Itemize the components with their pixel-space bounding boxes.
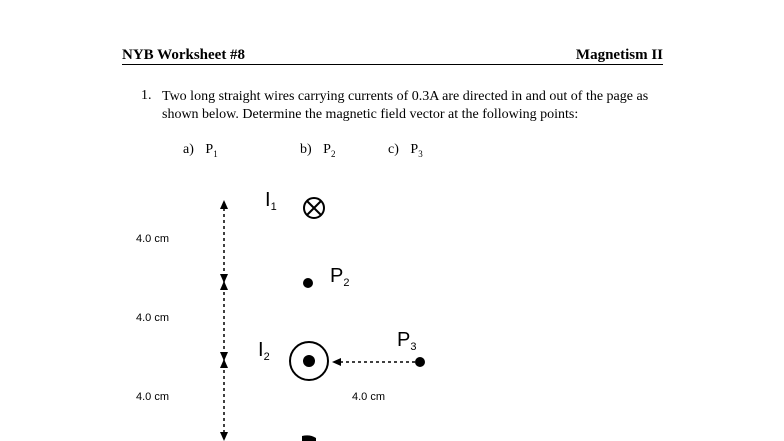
p3-label: $P_3$ xyxy=(397,329,417,353)
part-b-label: b) xyxy=(300,142,312,157)
question-text: Two long straight wires carrying currents of 0.3A are directed in and out of the page as shown below. Determine the magnetic field vector at the following points: xyxy=(162,89,649,122)
arrow-up-3 xyxy=(220,359,228,368)
arrow-up-top xyxy=(220,200,228,209)
p2-label: $P_2$ xyxy=(330,265,350,289)
arrow-down-3 xyxy=(220,432,228,441)
question-number: 1. xyxy=(141,88,152,103)
part-c-point: P xyxy=(410,142,419,157)
part-a-point: P xyxy=(205,142,214,157)
part-b-sub: 2 xyxy=(330,148,336,159)
current-into-page-icon xyxy=(304,198,324,218)
wire2-label: $I_2$ xyxy=(258,339,270,363)
distance-label-3: 4.0 cm xyxy=(136,391,170,403)
cropped-p1-glyph xyxy=(302,435,316,441)
worksheet-title: NYB Worksheet #8 xyxy=(122,47,246,63)
arrow-left xyxy=(332,358,341,366)
arrow-up-2 xyxy=(220,281,228,290)
part-a-sub: 1 xyxy=(213,148,218,159)
point-p2-dot xyxy=(303,278,313,288)
current-out-of-page-icon xyxy=(290,342,328,380)
part-b-point: P xyxy=(323,142,331,157)
distance-label-1: 4.0 cm xyxy=(136,233,170,245)
vertical-dimension-line xyxy=(220,200,228,441)
wire1-label: $I_1$ xyxy=(265,189,277,213)
point-p3-dot xyxy=(415,357,425,367)
part-a-label: a) xyxy=(183,142,194,157)
worksheet-topic: Magnetism II xyxy=(575,47,663,63)
distance-label-2: 4.0 cm xyxy=(136,312,170,324)
part-c-label: c) xyxy=(388,142,399,157)
distance-label-horizontal: 4.0 cm xyxy=(352,391,386,403)
horizontal-dimension-line xyxy=(332,358,416,366)
part-c-sub: 3 xyxy=(418,148,423,159)
